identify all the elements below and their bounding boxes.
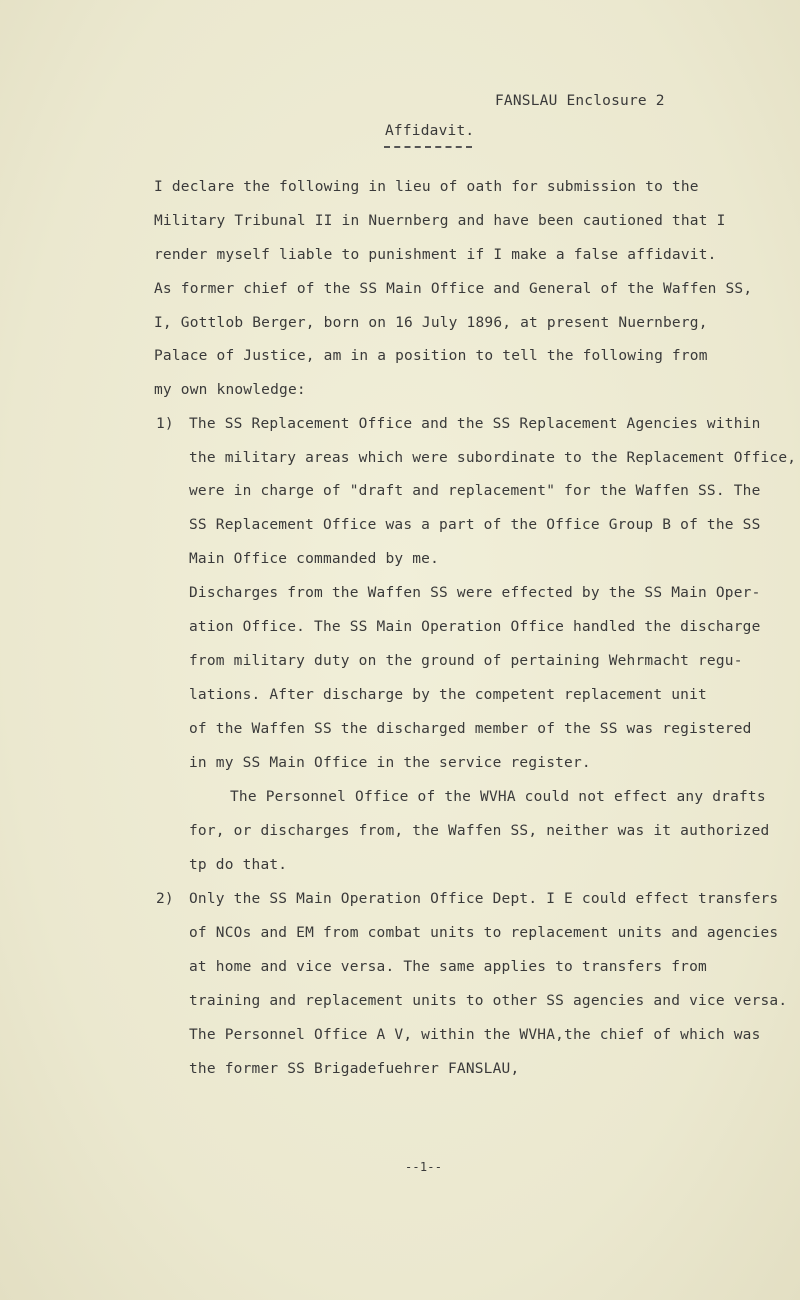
item-para-line: for, or discharges from, the Waffen SS, neither was it authorized	[189, 823, 770, 839]
intro-line: my own knowledge:	[154, 382, 306, 398]
item-line: the military areas which were subordinate to the Replacement Office,	[189, 450, 797, 466]
intro-line: I, Gottlob Berger, born on 16 July 1896, at present Nuernberg,	[154, 315, 708, 331]
item-line: The Personnel Office A V, within the WVHA,the chief of which was	[189, 1027, 761, 1043]
item-number: 2)	[156, 891, 174, 907]
item-line: of NCOs and EM from combat units to replacement units and agencies	[189, 925, 779, 941]
item-line: in my SS Main Office in the service register.	[189, 755, 591, 771]
intro-line: As former chief of the SS Main Office and General of the Waffen SS,	[154, 281, 753, 297]
intro-line: I declare the following in lieu of oath for submission to the	[154, 179, 699, 195]
item-line: training and replacement units to other SS agencies and vice versa.	[189, 993, 788, 1009]
item-line: SS Replacement Office was a part of the Office Group B of the SS	[189, 517, 761, 533]
item-line: the former SS Brigadefuehrer FANSLAU,	[189, 1061, 520, 1077]
item-line: The SS Replacement Office and the SS Replacement Agencies within	[189, 416, 761, 432]
item-para-line: tp do that.	[189, 857, 288, 873]
intro-line: Military Tribunal II in Nuernberg and have been cautioned that I	[154, 213, 726, 229]
item-para-line: The Personnel Office of the WVHA could not effect any drafts	[230, 789, 766, 805]
item-line: from military duty on the ground of pertaining Wehrmacht regu-	[189, 653, 743, 669]
intro-line: Palace of Justice, am in a position to tell the following from	[154, 348, 708, 364]
item-line: of the Waffen SS the discharged member of the SS was registered	[189, 721, 752, 737]
item-line: at home and vice versa. The same applies to transfers from	[189, 959, 707, 975]
item-line: Discharges from the Waffen SS were effected by the SS Main Oper-	[189, 585, 761, 601]
intro-line: render myself liable to punishment if I make a false affidavit.	[154, 247, 717, 263]
page-number: --1--	[405, 1160, 443, 1174]
item-line: Main Office commanded by me.	[189, 551, 440, 567]
item-line: were in charge of "draft and replacement" for the Waffen SS. The	[189, 483, 761, 499]
enclosure-header: FANSLAU Enclosure 2	[495, 93, 665, 109]
item-line: Only the SS Main Operation Office Dept. I E could effect transfers	[189, 891, 779, 907]
document-title: Affidavit.	[385, 123, 475, 139]
title-underline	[384, 146, 472, 148]
item-number: 1)	[156, 416, 174, 432]
item-line: lations. After discharge by the competent replacement unit	[189, 687, 707, 703]
item-line: ation Office. The SS Main Operation Office handled the discharge	[189, 619, 761, 635]
